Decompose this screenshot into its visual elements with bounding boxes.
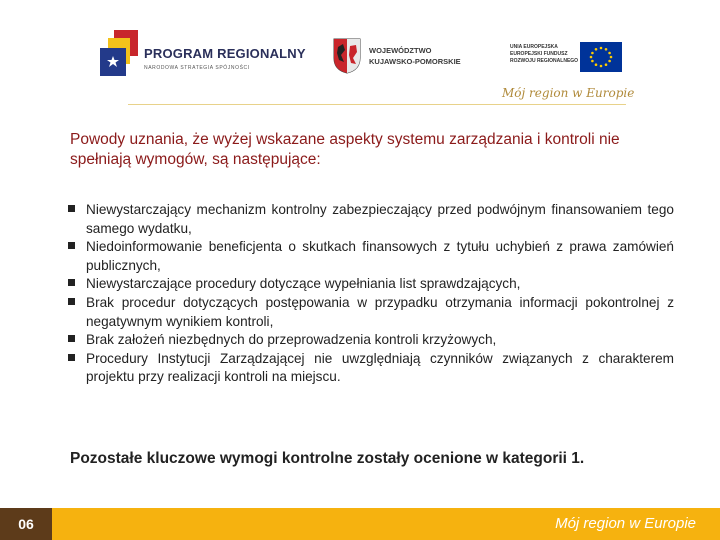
- eu-flag-icon: [580, 42, 622, 72]
- list-item-text: Niedoinformowanie beneficjenta o skutkach finansowych z tytułu uchybień z prawa zamówień publicznych,: [86, 239, 674, 273]
- program-regionalny-logo: [100, 30, 306, 80]
- voivodeship-crest-icon: [333, 38, 361, 74]
- conclusion-text: Pozostałe kluczowe wymogi kontrolne zostały ocenione w kategorii 1.: [70, 450, 585, 467]
- list-item: [68, 294, 674, 331]
- slide-heading: Powody uznania, że wyżej wskazane aspekty systemu zarządzania i kontroli nie spełniają wymogów, są następujące:: [70, 131, 620, 168]
- bullet-square-icon: [68, 354, 75, 361]
- list-item-text: Niewystarczające procedury dotyczące wypełniania list sprawdzających,: [86, 276, 521, 292]
- voivodeship-logo: [333, 38, 493, 78]
- bullet-square-icon: [68, 298, 75, 305]
- program-logo-title: PROGRAM REGIONALNY: [144, 46, 306, 61]
- bullet-square-icon: [68, 242, 75, 249]
- list-item-text: Brak założeń niezbędnych do przeprowadzenia kontroli krzyżowych,: [86, 332, 497, 348]
- list-item-text: Brak procedur dotyczących postępowania w przypadku otrzymania informacji pokontrolnej z negatywnym wynikiem kontroli,: [86, 294, 674, 329]
- list-item-text: Niewystarczający mechanizm kontrolny zabezpieczający przed podwójnym finansowaniem tego samego wydatku,: [86, 202, 674, 236]
- footer-bar: [0, 508, 720, 540]
- bullet-square-icon: [68, 205, 75, 212]
- eu-logo-text: [510, 44, 578, 65]
- list-item: [68, 238, 674, 275]
- voivodeship-logo-text: [369, 45, 461, 67]
- voivodeship-line-2: KUJAWSKO-POMORSKIE: [369, 57, 461, 66]
- eu-line-2: EUROPEJSKI FUNDUSZ: [510, 51, 568, 57]
- header-motto: Mój region w Europie: [502, 86, 635, 100]
- program-logo-subtitle: NARODOWA STRATEGIA SPÓJNOŚCI: [144, 65, 250, 71]
- reasons-list: [68, 201, 674, 387]
- list-item-text: Procedury Instytucji Zarządzającej nie uwzględniają czynników związanych z charakterem projektu przy realizacji kontroli na miejscu.: [86, 350, 674, 385]
- header-logo-bar: [0, 0, 720, 115]
- header-divider: [128, 104, 626, 105]
- page-number: 06: [18, 516, 34, 532]
- bullet-square-icon: [68, 279, 75, 286]
- list-item: [68, 331, 674, 350]
- eu-line-1: UNIA EUROPEJSKA: [510, 44, 558, 50]
- voivodeship-line-1: WOJEWÓDZTWO: [369, 46, 432, 55]
- list-item: [68, 201, 674, 238]
- list-item: [68, 275, 674, 294]
- bullet-square-icon: [68, 335, 75, 342]
- program-logo-squares-icon: [100, 30, 140, 76]
- footer-motto: Mój region w Europie: [555, 515, 696, 532]
- page-number-box: [0, 508, 52, 540]
- eu-line-3: ROZWOJU REGIONALNEGO: [510, 58, 579, 64]
- list-item: [68, 350, 674, 387]
